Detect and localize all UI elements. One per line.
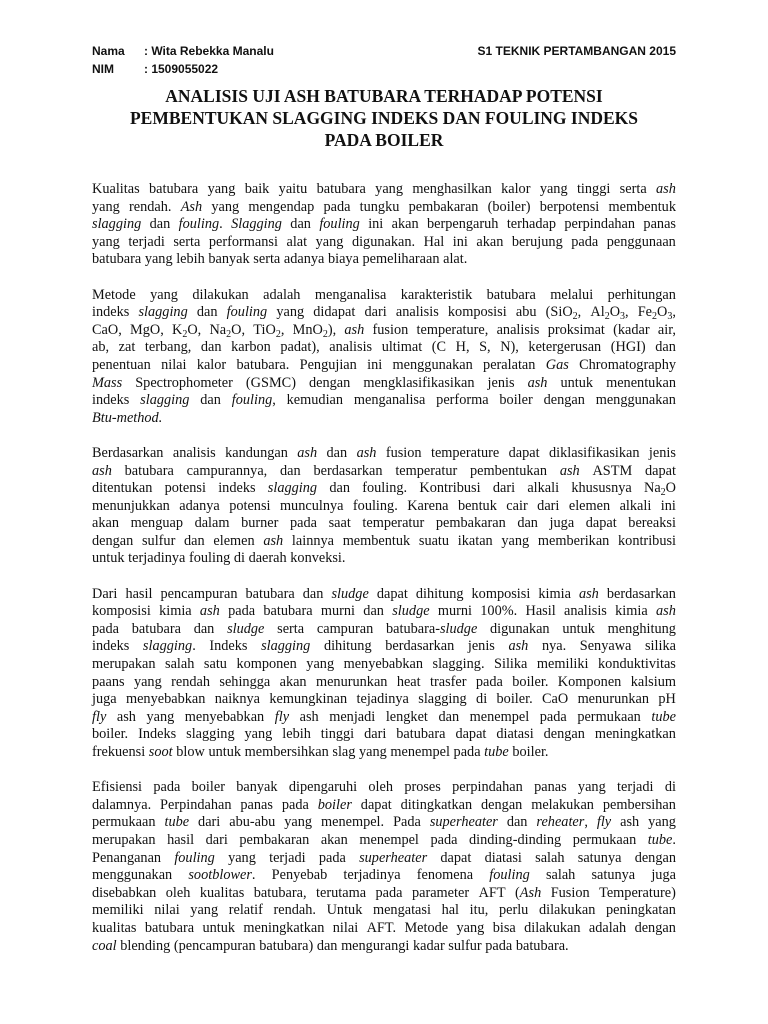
title-line: PADA BOILER [324, 130, 444, 150]
text-line: indeks slagging. Indeks slagging dihitung berdasarkan jenis ash nya. Senyawa silika [92, 638, 676, 655]
text-line: Btu-method. [92, 409, 163, 426]
document-header [92, 42, 676, 78]
text-line: memiliki nilai yang relatif rendah. Untuk mengatasi hal itu, perlu dilakukan peningkatan [92, 902, 676, 919]
nim-label: NIM [92, 62, 114, 76]
text-line: fly ash yang menyebabkan fly ash menjadi lengket dan menempel pada permukaan tube [92, 708, 676, 725]
name-label: Nama [92, 44, 125, 58]
text-line: merupakan hasil dari pembakaran akan menempel pada dinding-dinding permukaan tube. [92, 831, 676, 848]
text-line: CaO, MgO, $K_2O$, $Na_2O$, TiO$_2$, MnO$_2$), ash fusion temperature, analisis proksimat (kadar air, [92, 321, 676, 340]
program-label: S1 TEKNIK PERTAMBANGAN 2015 [477, 44, 676, 58]
text-line: ash batubara campurannya, dan berdasarkan temperatur pembentukan ash ASTM dapat [92, 462, 676, 479]
text-line: permukaan tube dari abu-abu yang menempel. Pada superheater dan reheater, fly ash yang [92, 814, 676, 831]
text-line: Dari hasil pencampuran batubara dan sludge dapat dihitung komposisi kimia ash berdasarkan [92, 585, 676, 602]
text-line: Kualitas batubara yang baik yaitu batubara yang menghasilkan kalor yang tinggi serta ash [92, 181, 676, 197]
header-row-nim [92, 60, 676, 78]
text-line: dengan sulfur dan elemen ash lainnya membentuk suatu ikatan yang memberikan kontribusi [92, 532, 676, 549]
text-line: yang rendah. Ash yang mengendap pada tungku pembakaran (boiler) berpotensi membentuk [92, 198, 676, 215]
text-line: paans yang rendah sehingga akan menurunkan heat trasfer pada boiler. Komponen kalsium [92, 673, 676, 690]
text-line: komposisi kimia ash pada batubara murni dan sludge murni 100%. Hasil analisis kimia ash [92, 603, 676, 620]
text-line: disebabkan oleh kualitas batubara, terutama pada parameter AFT (Ash Fusion Temperature) [92, 884, 676, 901]
nim-value: : 1509055022 [144, 62, 219, 76]
paragraph [92, 445, 676, 568]
text-line: batubara yang lebih banyak serta adanya biaya pemeliharaan alat. [92, 251, 468, 268]
text-line: boiler. Indeks slagging yang lebih tinggi dari batubara dapat diatasi dengan meningkatkan [92, 726, 676, 743]
text-line: yang terjadi serta performansi alat yang digunakan. Hal ini akan berujung pada penggunaan [92, 233, 676, 250]
paragraph [92, 181, 676, 269]
text-line: akan menguap dalam burner pada saat temperatur pembakaran dan juga dapat bereaksi [92, 515, 676, 532]
text-line: penentuan nilai kalor batubara. Pengujian ini menggunakan peralatan Gas Chromatography [92, 356, 676, 373]
text-line: indeks slagging dan fouling, kemudian menganalisa performa boiler dengan menggunakan [92, 392, 676, 409]
title-line: ANALISIS UJI ASH BATUBARA TERHADAP POTENSI [165, 86, 603, 106]
title-line: PEMBENTUKAN SLAGGING INDEKS DAN FOULING INDEKS [129, 108, 639, 128]
text-line: ditentukan potensi indeks slagging dan fouling. Kontribusi dari alkali khususnya $Na_2O$ [92, 480, 676, 499]
text-line: Metode yang dilakukan adalah menganalisa karakteristik batubara melalui perhitungan [92, 286, 676, 303]
paragraph [92, 287, 676, 428]
text-line: kualitas batubara untuk meningkatkan nilai AFT. Metode yang bisa dilakukan adalah dengan [92, 919, 676, 936]
text-line: slagging dan fouling. Slagging dan fouling ini akan berpengaruh terhadap perpindahan panas [92, 216, 676, 233]
text-line: Efisiensi pada boiler banyak dipengaruhi oleh proses perpindahan panas yang terjadi di [92, 779, 676, 796]
text-line: frekuensi soot blow untuk membersihkan slag yang menempel pada tube boiler. [92, 744, 549, 760]
text-line: indeks slagging dan fouling yang didapat dari analisis komposisi abu (SiO$_2$, $Al_2O_3$, $Fe_2O_3$, [92, 304, 676, 323]
text-line: Mass Spectrophometer (GSMC) dengan mengklasifikasikan jenis ash untuk menentukan [92, 374, 676, 391]
paragraph [92, 586, 676, 762]
text-line: merupakan salah satu komponen yang menyebabkan slagging. Silika memiliki konduktivitas [92, 656, 676, 673]
text-line: ab, zat terbang, dan karbon padat), analisis ultimat (C H, S, N), ketergerusan (HGI) dan [92, 339, 676, 356]
header-row-name [92, 42, 676, 60]
paragraph [92, 779, 676, 955]
document-body [92, 181, 676, 973]
text-line: juga menyebabkan naiknya kemungkinan tejadinya slagging di boiler. CaO menurunkan pH [92, 691, 676, 708]
text-line: untuk terjadinya fouling di daerah konveksi. [92, 550, 346, 567]
text-line: menggunakan sootblower. Penyebab terjadinya fenomena fouling salah satunya juga [92, 867, 676, 884]
text-line: pada batubara dan sludge serta campuran batubara-sludge digunakan untuk menghitung [92, 620, 676, 637]
text-line: dalamnya. Perpindahan panas pada boiler dapat ditingkatkan dengan melakukan pembersihan [92, 796, 676, 813]
name-value: : Wita Rebekka Manalu [144, 44, 274, 58]
text-line: coal blending (pencampuran batubara) dan mengurangi kadar sulfur pada batubara. [92, 937, 569, 954]
text-line: menunjukkan adanya potensi munculnya fouling. Karena bentuk cair dari elemen alkali ini [92, 497, 676, 514]
text-line: Berdasarkan analisis kandungan ash dan ash fusion temperature dapat diklasifikasikan jenis [92, 444, 676, 461]
text-line: Penanganan fouling yang terjadi pada superheater dapat diatasi salah satunya dengan [92, 849, 676, 866]
document-title [92, 85, 676, 151]
